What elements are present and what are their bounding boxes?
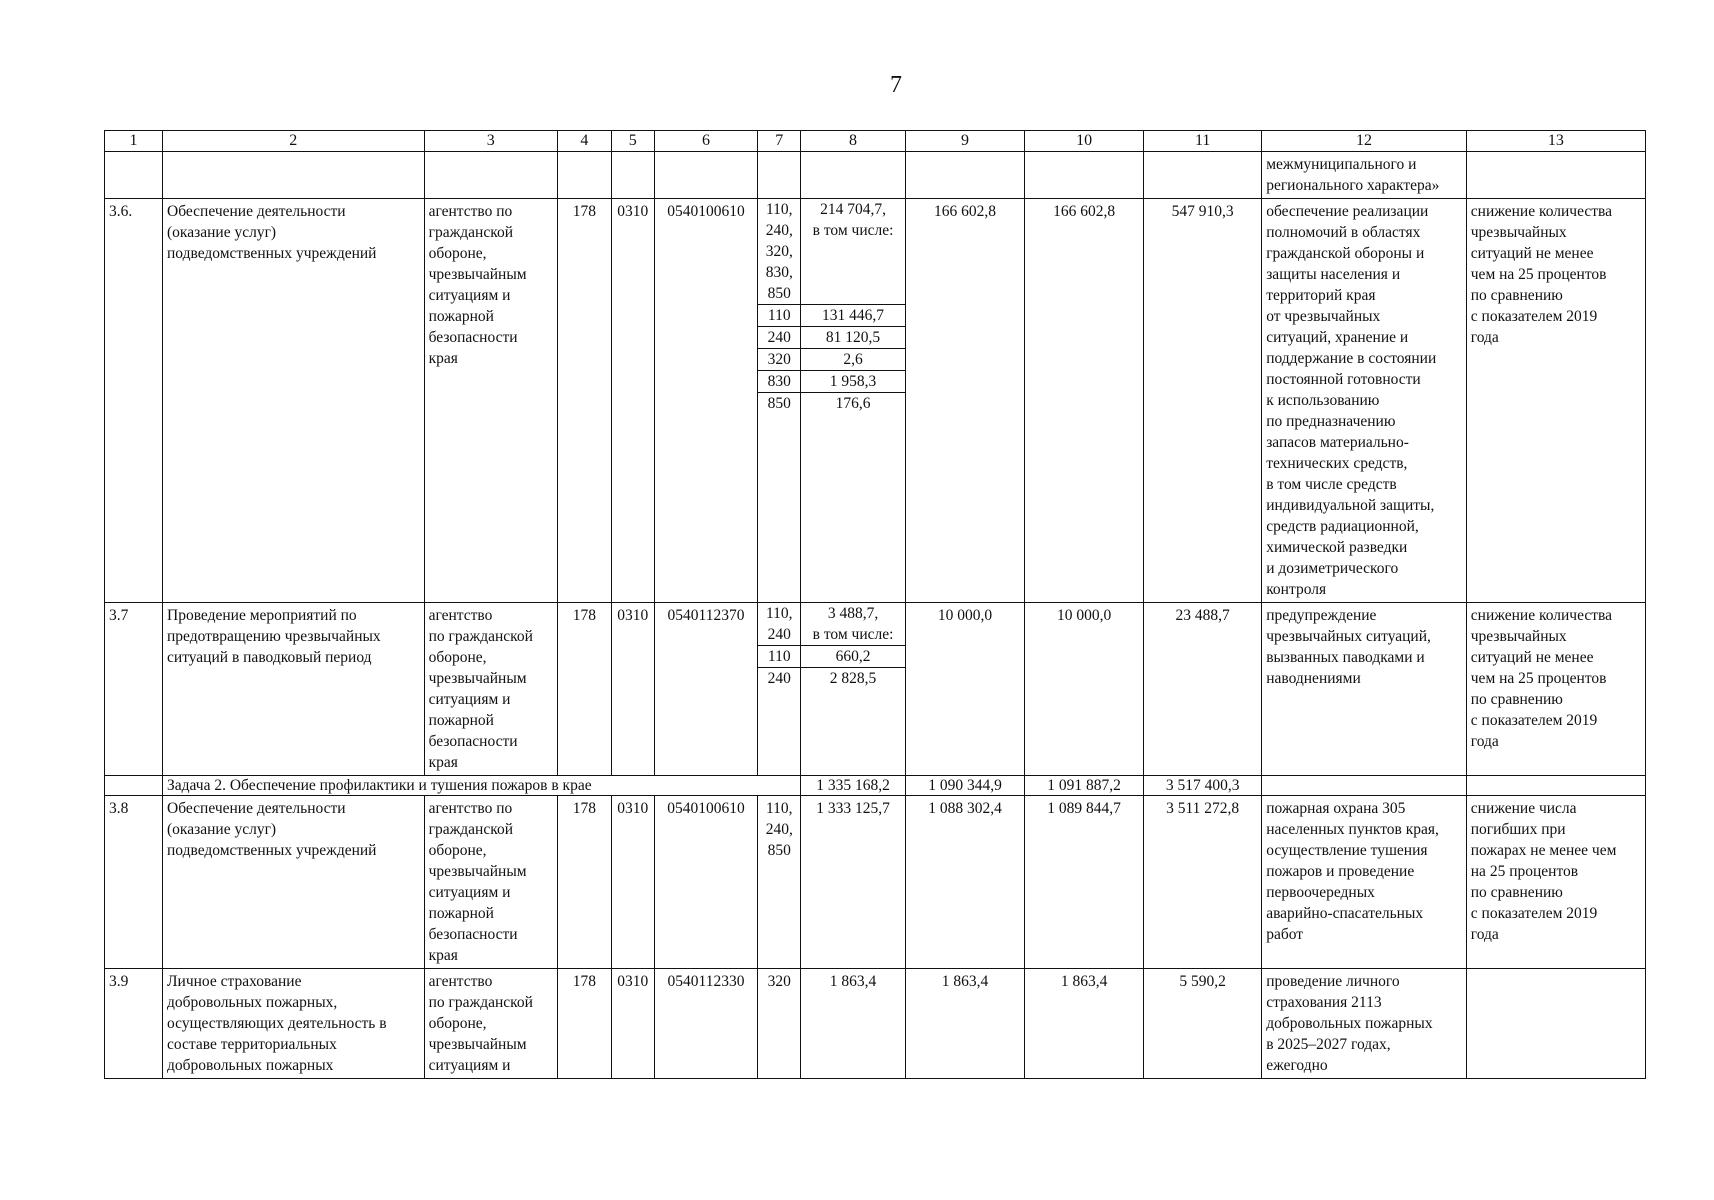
indicator-effect: снижение числа погибших при пожарах не менее чем на 25 процентов по сравнению с показателем 2019 года [1466,796,1645,969]
header-cell: 11 [1144,131,1262,152]
row-number: 3.7 [105,603,163,776]
code-vr: 110, 240, 850 [758,796,801,969]
measure-name: Личное страхование добровольных пожарных, осуществляющих деятельность в составе территориальных добровольных пожарных [163,969,425,1079]
amount-2027: 1 863,4 [1025,969,1144,1079]
task-amount-2025: 1 335 168,2 [801,776,906,796]
continuation-result-cell: межмуниципального и регионального характера» [1262,152,1467,199]
expected-result: обеспечение реализации полномочий в областях гражданской обороны и защиты населения и территорий края от чрезвычайных ситуаций, хранение и поддержание в состоянии постоянной готовности к использованию по предназначению запасов материально- технических средств, в том числе средств индивидуальной защиты, средств радиационной, химической разведки и дозиметрического контроля [1262,199,1467,603]
code-rzpr: 0310 [611,199,654,603]
amount-total: 5 590,2 [1144,969,1262,1079]
code-gr: 178 [557,199,611,603]
header-cell: 6 [654,131,758,152]
header-row [105,131,1646,152]
header-cell: 7 [758,131,801,152]
table-row [105,969,1646,1079]
task-amount-2026: 1 090 344,9 [905,776,1024,796]
page-number: 7 [890,72,902,98]
code-rzpr: 0310 [611,796,654,969]
budget-table [104,130,1646,1079]
code-rzpr: 0310 [611,603,654,776]
indicator-effect: снижение количества чрезвычайных ситуаций не менее чем на 25 процентов по сравнению с показателем 2019 года [1466,199,1645,603]
header-cell: 5 [611,131,654,152]
measure-name: Проведение мероприятий по предотвращению чрезвычайных ситуаций в паводковый период [163,603,425,776]
expected-result: предупреждение чрезвычайных ситуаций, вызванных паводками и наводнениями [1262,603,1467,776]
task-amount-total: 3 517 400,3 [1144,776,1262,796]
header-cell: 10 [1025,131,1144,152]
amount-2025: 3 488,7, в том числе: 660,2 2 828,5 [801,603,906,776]
code-gr: 178 [557,969,611,1079]
amount-2026: 1 863,4 [905,969,1024,1079]
code-vr: 110, 240 110 240 [758,603,801,776]
header-cell: 12 [1262,131,1467,152]
code-csr: 0540100610 [654,796,758,969]
table-row [105,199,1646,603]
header-cell: 8 [801,131,906,152]
code-gr: 178 [557,796,611,969]
amount-2026: 166 602,8 [905,199,1024,603]
table-row [105,796,1646,969]
amount-2025: 214 704,7, в том числе: 131 446,7 81 120,5 2,6 1 958,3 176,6 [801,199,906,603]
code-rzpr: 0310 [611,969,654,1079]
table-row [105,603,1646,776]
amount-2026: 1 088 302,4 [905,796,1024,969]
row-number: 3.8 [105,796,163,969]
amount-2025: 1 333 125,7 [801,796,906,969]
responsible-agency: агентство по гражданской обороне, чрезвычайным ситуациям и пожарной безопасности края [424,199,557,603]
amount-2026: 10 000,0 [905,603,1024,776]
amount-total: 23 488,7 [1144,603,1262,776]
header-cell: 1 [105,131,163,152]
amount-2027: 10 000,0 [1025,603,1144,776]
indicator-effect: снижение количества чрезвычайных ситуаций не менее чем на 25 процентов по сравнению с показателем 2019 года [1466,603,1645,776]
code-gr: 178 [557,603,611,776]
amount-total: 3 511 272,8 [1144,796,1262,969]
expected-result: пожарная охрана 305 населенных пунктов края, осуществление тушения пожаров и проведение первоочередных аварийно-спасательных работ [1262,796,1467,969]
header-cell: 13 [1466,131,1645,152]
measure-name: Обеспечение деятельности (оказание услуг) подведомственных учреждений [163,796,425,969]
amount-total: 547 910,3 [1144,199,1262,603]
row-number: 3.9 [105,969,163,1079]
header-cell: 4 [557,131,611,152]
responsible-agency: агентство по гражданской обороне, чрезвычайным ситуациям и [424,969,557,1079]
responsible-agency: агентство по гражданской обороне, чрезвычайным ситуациям и пожарной безопасности края [424,796,557,969]
header-cell: 2 [163,131,425,152]
code-csr: 0540112370 [654,603,758,776]
responsible-agency: агентство по гражданской обороне, чрезвычайным ситуациям и пожарной безопасности края [424,603,557,776]
amount-2027: 1 089 844,7 [1025,796,1144,969]
amount-2027: 166 602,8 [1025,199,1144,603]
task-title: Задача 2. Обеспечение профилактики и тушения пожаров в крае [163,776,801,796]
task-subtotal-row [105,776,1646,796]
continuation-row [105,152,1646,199]
code-vr: 320 [758,969,801,1079]
amount-2025: 1 863,4 [801,969,906,1079]
header-cell: 9 [905,131,1024,152]
task-amount-2027: 1 091 887,2 [1025,776,1144,796]
expected-result: проведение личного страхования 2113 добровольных пожарных в 2025–2027 годах, ежегодно [1262,969,1467,1079]
code-csr: 0540112330 [654,969,758,1079]
code-vr: 110, 240, 320, 830, 850 110 240 320 830 850 [758,199,801,603]
row-number: 3.6. [105,199,163,603]
code-csr: 0540100610 [654,199,758,603]
measure-name: Обеспечение деятельности (оказание услуг) подведомственных учреждений [163,199,425,603]
indicator-effect [1466,969,1645,1079]
header-cell: 3 [424,131,557,152]
